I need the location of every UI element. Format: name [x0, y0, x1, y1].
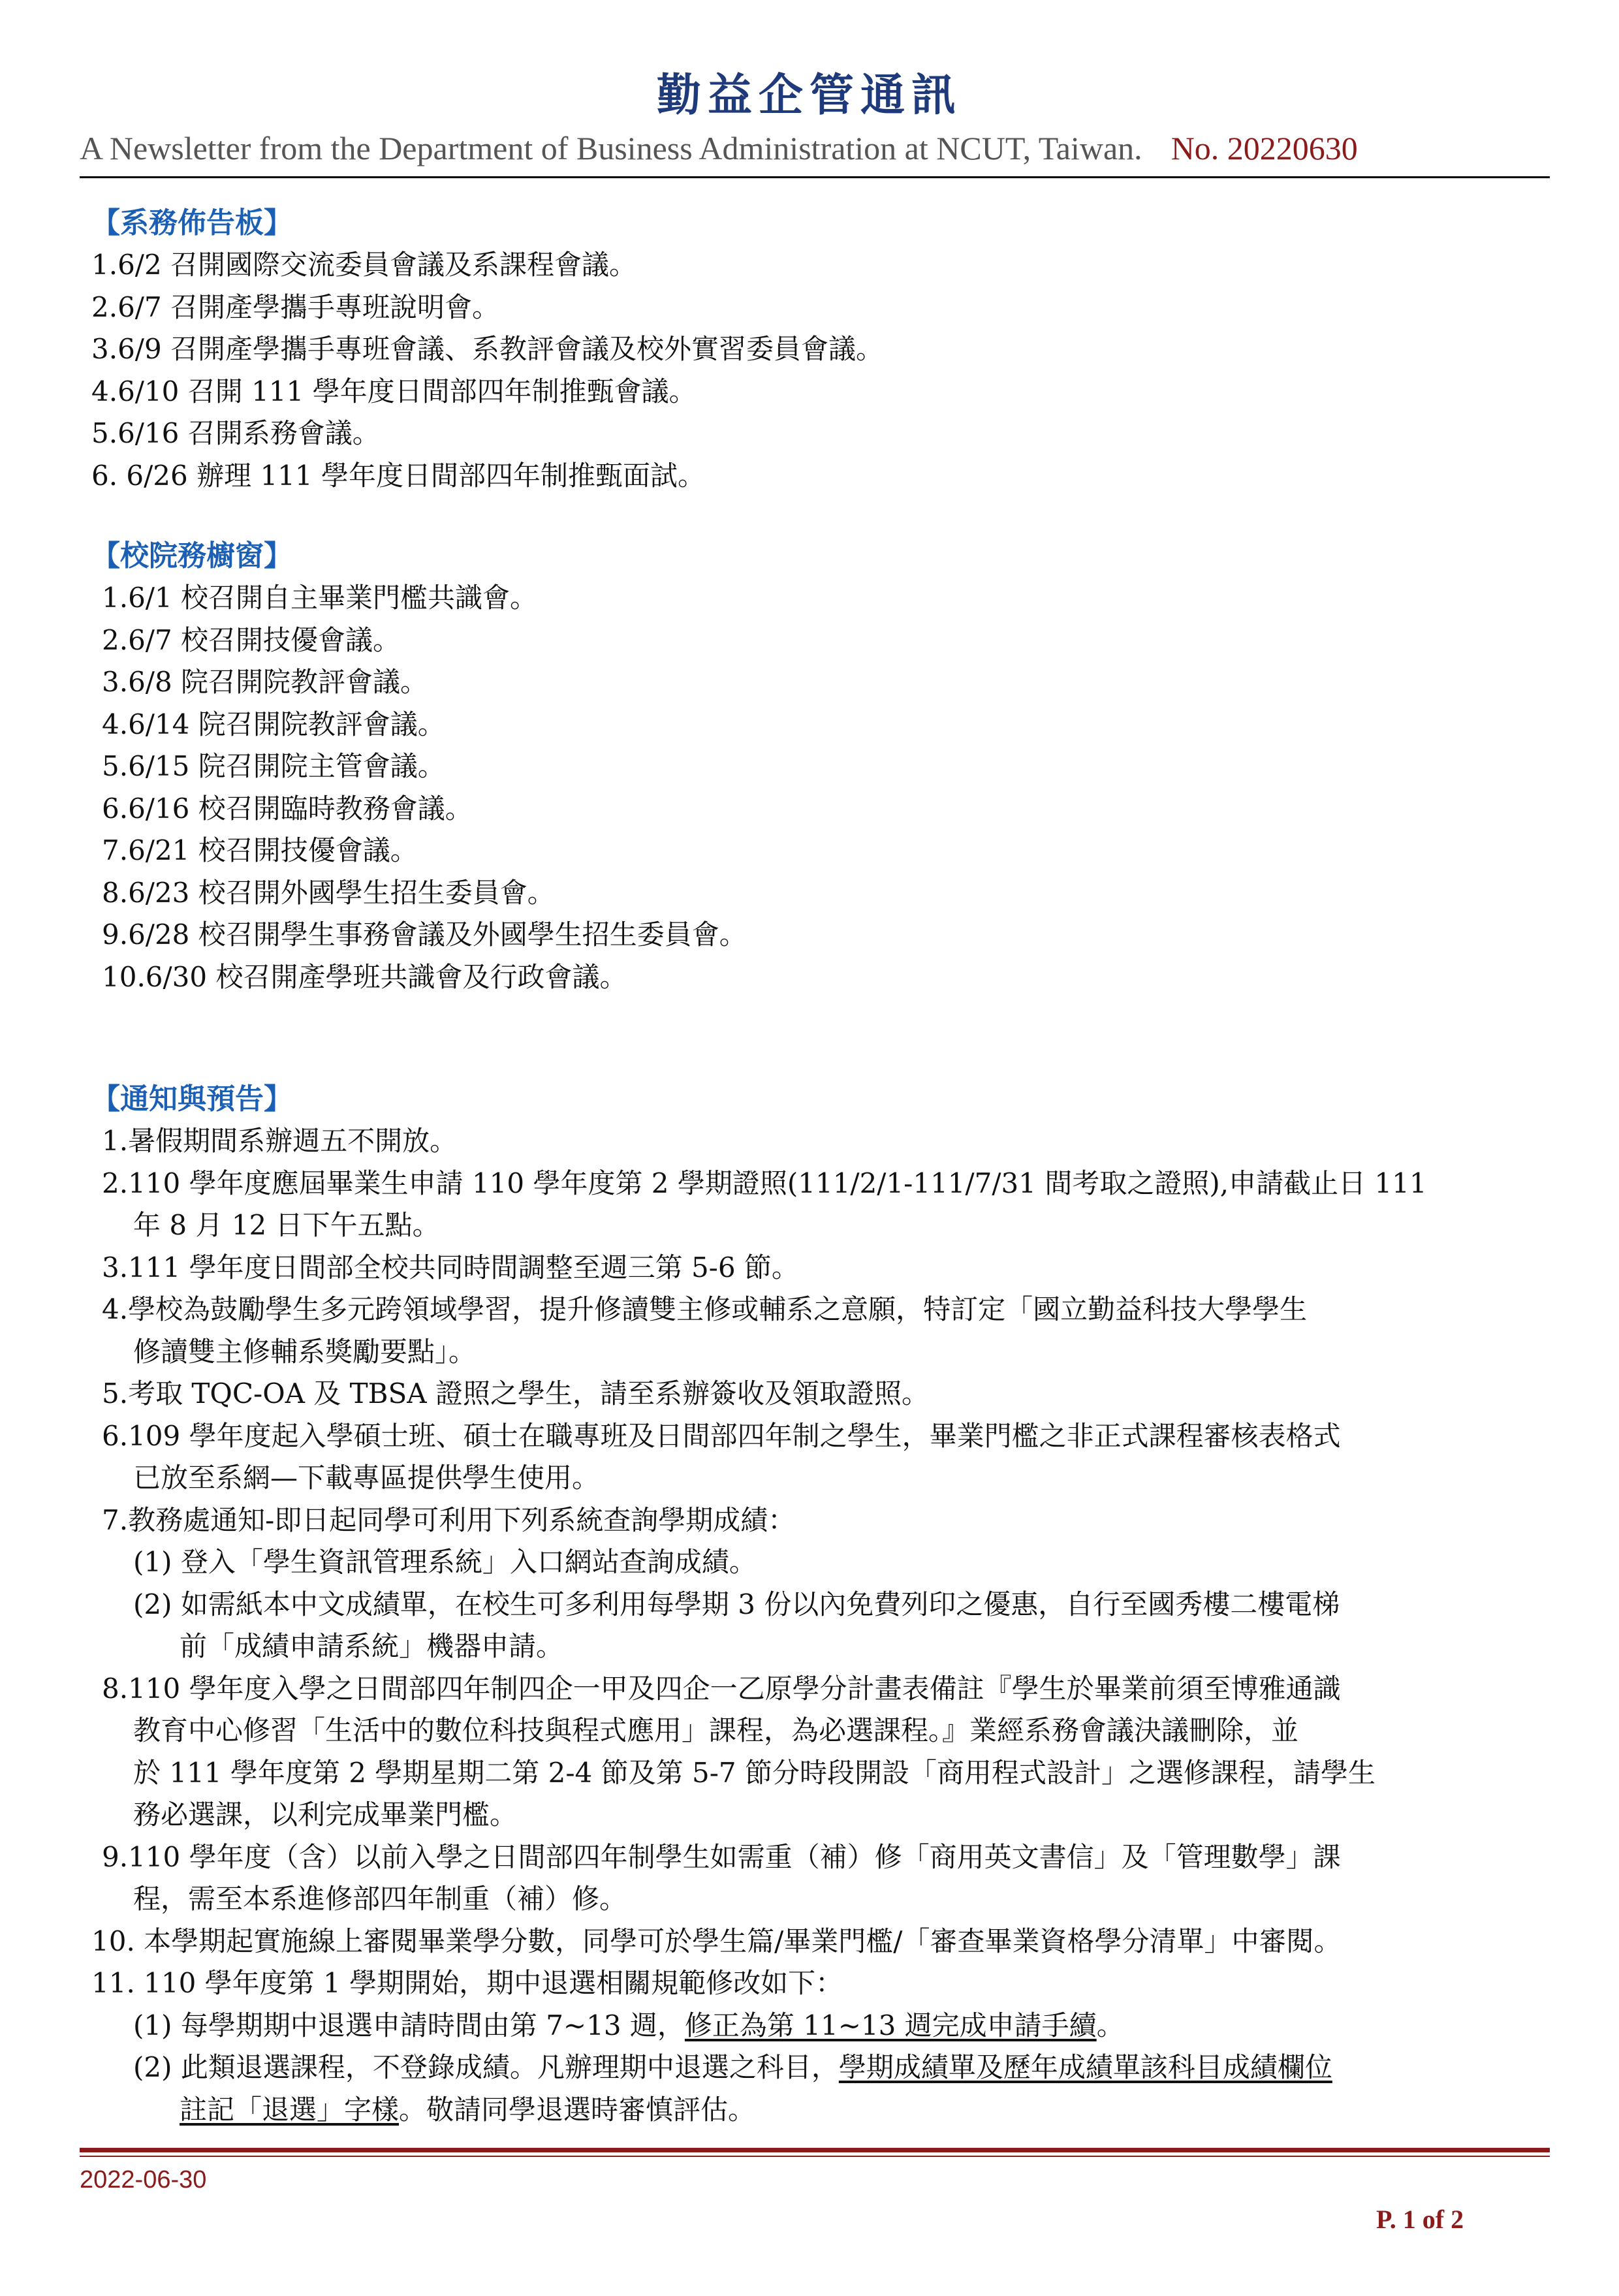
notice-item-10: 10. 本學期起實施線上審閱畢業學分數，同學可於學生篇/畢業門檻/「審查畢業資格學分清單」中審閱。 — [91, 1925, 1342, 1957]
notice-item-11-1 — [91, 2005, 1427, 2047]
school-window-section — [91, 535, 747, 998]
footer-rule-thin — [80, 2156, 1550, 2157]
notice-text: 。 — [1096, 2009, 1124, 2041]
notice-text: (1) 每學期期中退選申請時間由第 7~13 週， — [133, 2009, 685, 2041]
notice-item-8-cont: 於 111 學年度第 2 學期星期二第 2-4 節及第 5-7 節分時段開設「商用程式設計」之選修課程，請學生 — [133, 1756, 1375, 1789]
list-item: 5.6/16 召開系務會議。 — [91, 417, 380, 449]
notice-item-4: 4.學校為鼓勵學生多元跨領域學習，提升修讀雙主修或輔系之意願，特訂定「國立勤益科技大學學生 — [102, 1293, 1308, 1325]
notice-item-6: 6.109 學年度起入學碩士班、碩士在職專班及日間部四年制之學生，畢業門檻之非正式課程審核表格式 — [102, 1419, 1341, 1452]
notice-item-5: 5.考取 TQC-OA 及 TBSA 證照之學生，請至系辦簽收及領取證照。 — [102, 1377, 929, 1409]
notice-item-8-cont: 教育中心修習「生活中的數位科技與程式應用」課程，為必選課程。』業經系務會議決議刪除，並 — [133, 1714, 1299, 1746]
list-item: 3.6/8 院召開院教評會議。 — [102, 666, 428, 698]
notice-item-11-2 — [91, 2047, 1427, 2089]
notice-item-7-2: (2) 如需紙本中文成績單，在校生可多利用每學期 3 份以內免費列印之優惠，自行至國秀樓二樓電梯 — [133, 1588, 1340, 1620]
notice-item-7: 7.教務處通知-即日起同學可利用下列系統查詢學期成績： — [102, 1503, 796, 1536]
notice-item-2: 2.110 學年度應屆畢業生申請 110 學年度第 2 學期證照(111/2/1-111/7/31 間考取之證照),申請截止日 111 — [102, 1167, 1427, 1199]
list-item: 2.6/7 校召開技優會議。 — [102, 623, 401, 656]
list-item: 3.6/9 召開產學攜手專班會議、系教評會議及校外實習委員會議。 — [91, 333, 884, 365]
list-item: 5.6/15 院召開院主管會議。 — [102, 750, 445, 782]
newsletter-title: 勤益企管通訊 — [656, 69, 962, 121]
subtitle-text: A Newsletter from the Department of Business Administration at NCUT, Taiwan. — [80, 130, 1142, 166]
underlined-text: 註記「退選」字樣 — [180, 2093, 400, 2126]
issue-number: No. 20220630 — [1171, 130, 1358, 166]
list-item: 9.6/28 校召開學生事務會議及外國學生招生委員會。 — [102, 919, 747, 951]
page-number: P. 1 of 2 — [1376, 2205, 1464, 2234]
notice-item-9-cont: 程，需至本系進修部四年制重（補）修。 — [133, 1883, 627, 1915]
notice-item-7-1: (1) 登入「學生資訊管理系統」入口網站查詢成績。 — [133, 1546, 757, 1578]
dept-board-section — [91, 202, 883, 497]
list-item: 1.6/2 召開國際交流委員會議及系課程會議。 — [91, 249, 637, 281]
notice-item-7-2-cont: 前「成績申請系統」機器申請。 — [180, 1630, 564, 1662]
list-item: 6.6/16 校召開臨時教務會議。 — [102, 792, 473, 825]
list-item: 1.6/1 校召開自主畢業門檻共識會。 — [102, 582, 538, 614]
header-rule — [80, 176, 1550, 178]
notice-item-2-cont: 年 8 月 12 日下午五點。 — [133, 1209, 440, 1241]
school-window-heading: 【校院務櫥窗】 — [91, 539, 292, 573]
dept-board-heading: 【系務佈告板】 — [91, 206, 292, 240]
list-item: 6. 6/26 辦理 111 學年度日間部四年制推甄面試。 — [91, 459, 705, 492]
notice-item-9: 9.110 學年度（含）以前入學之日間部四年制學生如需重（補）修「商用英文書信」及「管理數學」課 — [102, 1840, 1341, 1873]
list-item: 8.6/23 校召開外國學生招生委員會。 — [102, 876, 555, 909]
notice-item-3: 3.111 學年度日間部全校共同時間調整至週三第 5-6 節。 — [102, 1251, 799, 1283]
list-item: 4.6/14 院召開院教評會議。 — [102, 708, 445, 740]
notice-item-6-cont: 已放至系網—下載專區提供學生使用。 — [133, 1462, 600, 1494]
list-item: 2.6/7 召開產學攜手專班說明會。 — [91, 291, 500, 323]
notice-item-8-cont: 務必選課，以利完成畢業門檻。 — [133, 1799, 518, 1831]
notice-text: (2) 此類退選課程，不登錄成績。凡辦理期中退選之科目， — [133, 2051, 839, 2083]
notice-item-11: 11. 110 學年度第 1 學期開始，期中退選相關規範修改如下： — [91, 1967, 843, 1999]
footer-date: 2022-06-30 — [80, 2166, 207, 2194]
notice-item-1: 1.暑假期間系辦週五不開放。 — [102, 1125, 458, 1157]
notices-heading: 【通知與預告】 — [91, 1082, 292, 1116]
list-item: 4.6/10 召開 111 學年度日間部四年制推甄會議。 — [91, 375, 697, 407]
notices-section — [91, 1078, 1427, 2131]
footer-rule-thick — [80, 2148, 1550, 2152]
notice-item-8: 8.110 學年度入學之日間部四年制四企一甲及四企一乙原學分計畫表備註『學生於畢業前須至博雅通識 — [102, 1672, 1341, 1705]
newsletter-subtitle — [80, 129, 1548, 167]
underlined-text: 修正為第 11~13 週完成申請手續 — [684, 2009, 1097, 2041]
list-item: 10.6/30 校召開產學班共識會及行政會議。 — [102, 960, 627, 993]
notice-text: 。敬請同學退選時審慎評估。 — [399, 2093, 756, 2126]
notice-item-4-cont: 修讀雙主修輔系獎勵要點」。 — [133, 1335, 477, 1368]
list-item: 7.6/21 校召開技優會議。 — [102, 834, 418, 866]
notice-item-11-2-cont — [91, 2089, 1427, 2131]
underlined-text: 學期成績單及歷年成績單該科目成績欄位 — [838, 2051, 1332, 2083]
